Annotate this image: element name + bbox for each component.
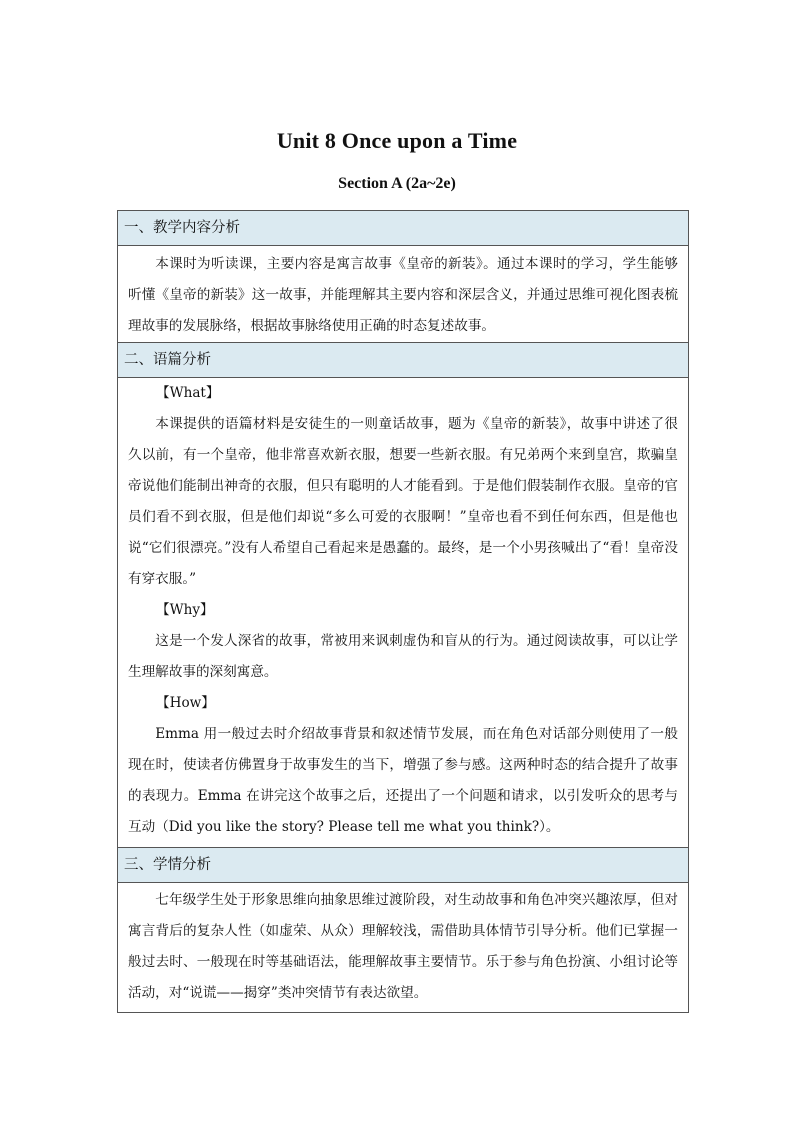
why-label: 【Why】: [156, 602, 214, 618]
section-heading-content-analysis: 一、教学内容分析: [118, 211, 688, 246]
what-label: 【What】: [156, 385, 220, 401]
section-body-content-analysis: [118, 246, 688, 343]
section-heading-student-analysis: 三、学情分析: [118, 848, 688, 883]
analysis-table: [117, 210, 689, 1013]
paragraph: 本课时为听读课，主要内容是寓言故事《皇帝的新装》。通过本课时的学习，学生能够听懂《皇帝的新装》这一故事，并能理解其主要内容和深层含义，并通过思维可视化图表梳理故事的发展脉络，根据故事脉络使用正确的时态复述故事。: [128, 256, 678, 334]
how-paragraph: Emma 用一般过去时介绍故事背景和叙述情节发展，而在角色对话部分则使用了一般现在时，使读者仿佛置身于故事发生的当下，增强了参与感。这两种时态的结合提升了故事的表现力。Emma 在讲完这个故事之后，还提出了一个问题和请求，以引发听众的思考与互动（Did you like the story? Please tell me what you think?）。: [128, 726, 678, 835]
why-paragraph: 这是一个发人深省的故事，常被用来讽刺虚伪和盲从的行为。通过阅读故事，可以让学生理解故事的深刻寓意。: [128, 633, 678, 680]
section-body-text-analysis: [118, 378, 688, 848]
paragraph: 七年级学生处于形象思维向抽象思维过渡阶段，对生动故事和角色冲突兴趣浓厚，但对寓言背后的复杂人性（如虚荣、从众）理解较浅，需借助具体情节引导分析。他们已掌握一般过去时、一般现在时等基础语法，能理解故事主要情节。乐于参与角色扮演、小组讨论等活动，对“说谎——揭穿”类冲突情节有表达欲望。: [128, 892, 678, 1001]
section-body-student-analysis: [118, 883, 688, 1012]
page-title: Unit 8 Once upon a Time: [276, 128, 518, 153]
section-heading-text-analysis: 二、语篇分析: [118, 343, 688, 378]
how-label: 【How】: [156, 695, 215, 711]
page-subtitle: Section A (2a~2e): [338, 175, 456, 192]
what-paragraph: 本课提供的语篇材料是安徒生的一则童话故事，题为《皇帝的新装》，故事中讲述了很久以前，有一个皇帝，他非常喜欢新衣服，想要一些新衣服。有兄弟两个来到皇宫，欺骗皇帝说他们能制出神奇的衣服，但只有聪明的人才能看到。于是他们假装制作衣服。皇帝的官员们看不到衣服，但是他们却说“多么可爱的衣服啊！”皇帝也看不到任何东西，但是他也说“它们很漂亮。”没有人希望自己看起来是愚蠢的。最终，是一个小男孩喊出了“看！皇帝没有穿衣服。”: [128, 416, 678, 587]
